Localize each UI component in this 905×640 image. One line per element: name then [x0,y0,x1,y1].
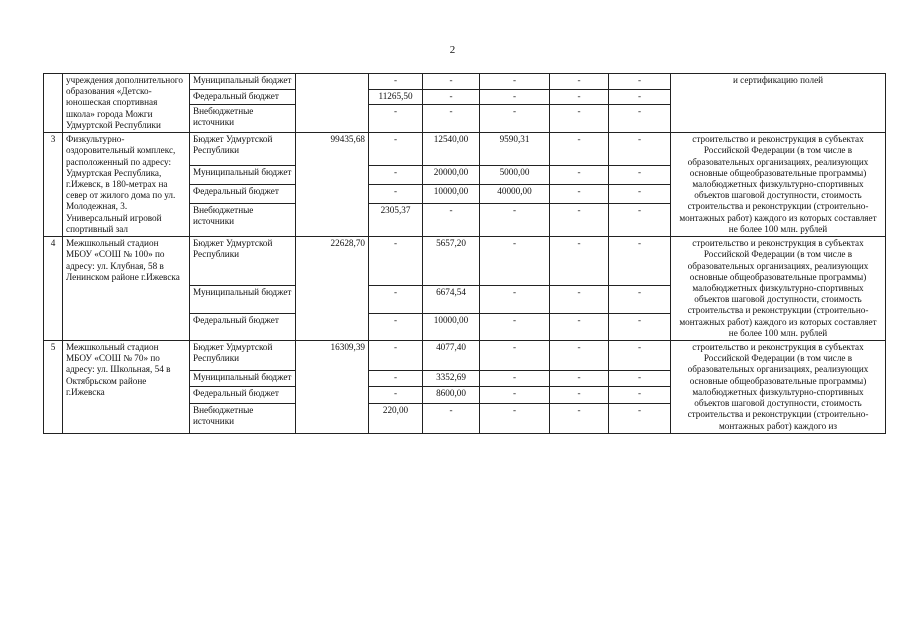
year-value-5: - [609,404,671,434]
year-value-5: - [609,203,671,236]
year-value-3: - [480,105,550,133]
year-value-2: 3352,69 [423,370,480,387]
year-value-2: 10000,00 [423,185,480,204]
year-value-3: - [480,370,550,387]
total-cost: 22628,70 [296,237,369,341]
year-value-4: - [550,133,609,166]
year-value-2: 10000,00 [423,313,480,340]
year-value-2: - [423,89,480,105]
year-value-3: 40000,00 [480,185,550,204]
funding-source: Внебюджетные источники [190,203,296,236]
funding-source: Муниципальный бюджет [190,286,296,313]
year-value-4: - [550,286,609,313]
year-value-4: - [550,370,609,387]
year-value-2: 6674,54 [423,286,480,313]
object-name: Физкультурно-оздоровительный комплекс, расположенный по адресу: Удмуртская Республика, г.Ижевск, в 180-метрах на север от жилого дома по ул. Молодежная, 3. Универсальный игровой спортивный зал [63,133,190,237]
year-value-5: - [609,105,671,133]
year-value-4: - [550,237,609,286]
funding-source: Бюджет Удмуртской Республики [190,237,296,286]
year-value-3: - [480,286,550,313]
year-value-3: - [480,404,550,434]
year-value-5: - [609,286,671,313]
year-value-3: - [480,387,550,404]
funding-source: Бюджет Удмуртской Республики [190,133,296,166]
year-value-2: 12540,00 [423,133,480,166]
year-value-2: 8600,00 [423,387,480,404]
year-value-3: - [480,74,550,90]
funding-source: Федеральный бюджет [190,89,296,105]
year-value-1: 11265,50 [369,89,423,105]
year-value-3: - [480,89,550,105]
year-value-3: - [480,203,550,236]
table-row [44,341,886,371]
funding-table-container [43,73,885,553]
funding-source: Федеральный бюджет [190,387,296,404]
purpose-description: и сертификацию полей [671,74,886,133]
year-value-3: - [480,313,550,340]
year-value-3: - [480,341,550,371]
year-value-1: - [369,313,423,340]
year-value-2: 4077,40 [423,341,480,371]
year-value-4: - [550,74,609,90]
year-value-5: - [609,185,671,204]
year-value-5: - [609,341,671,371]
year-value-1: - [369,74,423,90]
year-value-5: - [609,133,671,166]
total-cost: 16309,39 [296,341,369,434]
year-value-2: - [423,203,480,236]
year-value-1: 220,00 [369,404,423,434]
funding-source: Внебюджетные источники [190,105,296,133]
year-value-2: - [423,105,480,133]
funding-source: Федеральный бюджет [190,313,296,340]
object-name: учреждения дополнительного образования «Детско-юношеская спортивная школа» города Можги Удмуртской Республики [63,74,190,133]
purpose-description: строительство и реконструкция в субъектах Российской Федерации (в том числе в образовательных организациях, реализующих основные общеобразовательные программы) малобюджетных физкультурно-спортивных объектов шаговой доступности, стоимость строительства и реконструкции (строительно-монтажных работ) каждого из которых составляет не более 100 млн. рублей [671,133,886,237]
year-value-3: 5000,00 [480,166,550,185]
year-value-3: 9590,31 [480,133,550,166]
year-value-5: - [609,370,671,387]
year-value-5: - [609,74,671,90]
year-value-4: - [550,105,609,133]
year-value-4: - [550,341,609,371]
year-value-1: - [369,341,423,371]
year-value-4: - [550,387,609,404]
year-value-4: - [550,203,609,236]
row-number [44,74,63,133]
object-name: Межшкольный стадион МБОУ «СОШ № 100» по адресу: ул. Клубная, 58 в Ленинском районе г.Ижевска [63,237,190,341]
object-name: Межшкольный стадион МБОУ «СОШ № 70» по адресу: ул. Школьная, 54 в Октябрьском районе г.Ижевска [63,341,190,434]
funding-source: Муниципальный бюджет [190,370,296,387]
year-value-2: - [423,74,480,90]
year-value-4: - [550,166,609,185]
year-value-5: - [609,387,671,404]
funding-source: Федеральный бюджет [190,185,296,204]
year-value-4: - [550,185,609,204]
year-value-1: - [369,185,423,204]
year-value-5: - [609,166,671,185]
year-value-4: - [550,89,609,105]
year-value-5: - [609,313,671,340]
year-value-3: - [480,237,550,286]
year-value-2: 20000,00 [423,166,480,185]
purpose-description: строительство и реконструкция в субъектах Российской Федерации (в том числе в образовательных организациях, реализующих основные общеобразовательные программы) малобюджетных физкультурно-спортивных объектов шаговой доступности, стоимость строительства и реконструкции (строительно-монтажных работ) каждого из которых составляет не более 100 млн. рублей [671,237,886,341]
table-body [44,74,886,434]
year-value-5: - [609,89,671,105]
funding-table [43,73,886,434]
year-value-1: - [369,286,423,313]
purpose-description: строительство и реконструкция в субъектах Российской Федерации (в том числе в образовательных организациях, реализующих основные общеобразовательные программы) малобюджетных физкультурно-спортивных объектов шаговой доступности, стоимость строительства и реконструкции (строительно-монтажных работ) каждого из [671,341,886,434]
year-value-1: - [369,370,423,387]
total-cost [296,74,369,133]
year-value-1: - [369,133,423,166]
row-number: 5 [44,341,63,434]
year-value-5: - [609,237,671,286]
table-row [44,237,886,286]
funding-source: Муниципальный бюджет [190,74,296,90]
row-number: 4 [44,237,63,341]
funding-source: Внебюджетные источники [190,404,296,434]
funding-source: Муниципальный бюджет [190,166,296,185]
year-value-1: - [369,166,423,185]
year-value-4: - [550,313,609,340]
table-row [44,74,886,90]
table-row [44,133,886,166]
total-cost: 99435,68 [296,133,369,237]
year-value-4: - [550,404,609,434]
funding-source: Бюджет Удмуртской Республики [190,341,296,371]
year-value-2: - [423,404,480,434]
year-value-1: 2305,37 [369,203,423,236]
year-value-1: - [369,387,423,404]
year-value-2: 5657,20 [423,237,480,286]
year-value-1: - [369,237,423,286]
row-number: 3 [44,133,63,237]
year-value-1: - [369,105,423,133]
page-number: 2 [449,44,456,56]
